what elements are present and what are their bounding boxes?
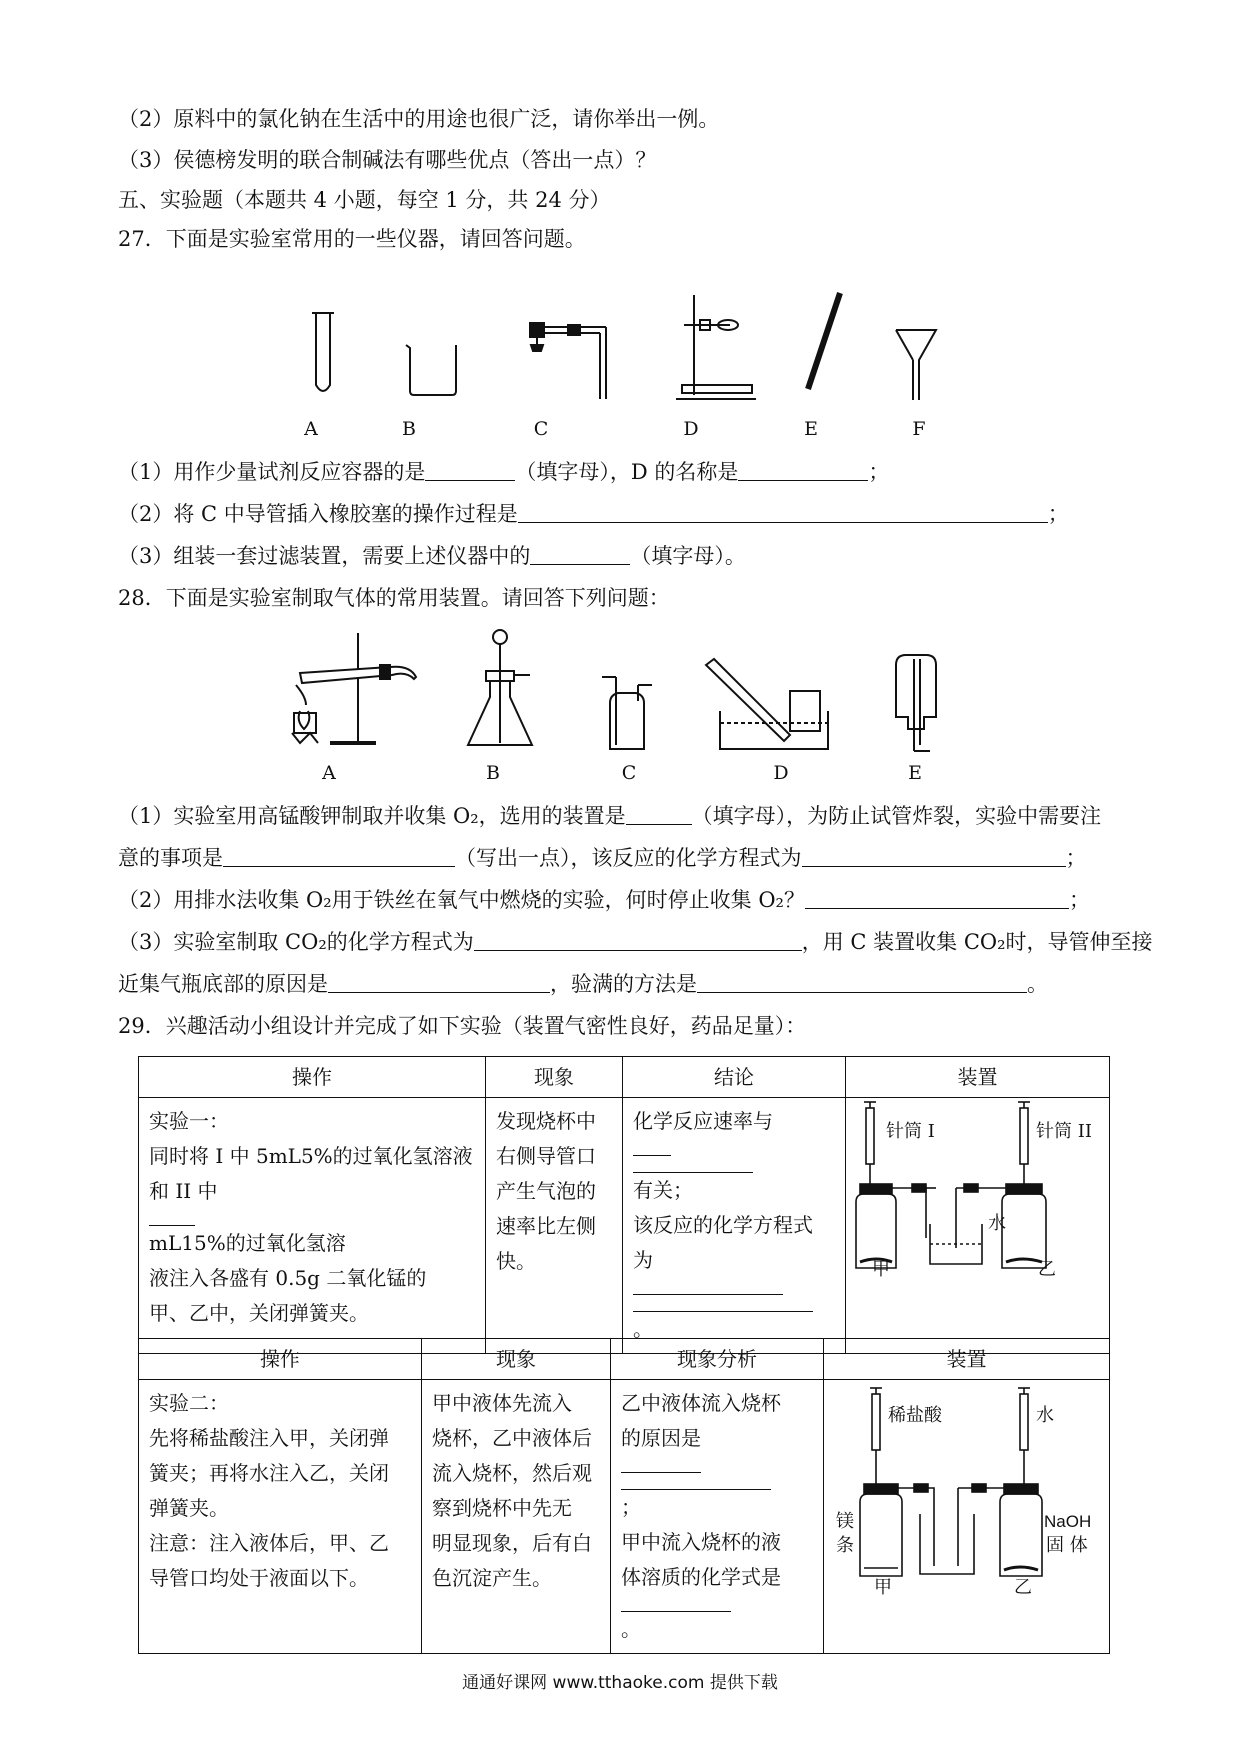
q27-part1: （1）用作少量试剂反应容器的是 （填字母），D 的名称是 ； bbox=[118, 460, 890, 484]
apparatus-28-figure bbox=[0, 625, 1240, 755]
label-e: E bbox=[908, 762, 922, 784]
operation-cell: 实验一： 同时将 I 中 5mL5%的过氧化氢溶液 和 II 中 mL15%的过氧化氢溶 液注入各盛有 0.5g 二氧化锰的 甲、乙中，关闭弹簧夹。 bbox=[139, 1098, 486, 1354]
q28-part1b: 意的事项是 （写出一点），该反应的化学方程式为 ； bbox=[118, 846, 1087, 870]
syringe-2-label: 针筒 II bbox=[1036, 1121, 1092, 1142]
answer-blank[interactable] bbox=[633, 1295, 813, 1312]
flask-jia-label: 甲 bbox=[874, 1577, 892, 1598]
answer-blank[interactable] bbox=[802, 846, 1066, 867]
answer-blank[interactable] bbox=[530, 544, 630, 565]
q28-part1a: （1）实验室用高锰酸钾制取并收集 O₂，选用的装置是 （填字母），为防止试管炸裂，实验中需要注 bbox=[118, 804, 1102, 828]
q26-part3: （3）侯德榜发明的联合制碱法有哪些优点（答出一点）？ bbox=[118, 148, 657, 172]
phenomenon-cell: 甲中液体先流入 烧杯，乙中液体后 流入烧杯，然后观 察到烧杯中先无 明显现象，后有白 色沉淀产生。 bbox=[422, 1380, 611, 1654]
answer-blank[interactable] bbox=[805, 888, 1069, 909]
answer-blank[interactable] bbox=[223, 846, 455, 867]
answer-blank[interactable] bbox=[474, 930, 802, 951]
col-header: 装置 bbox=[846, 1057, 1110, 1098]
label-a: A bbox=[322, 762, 336, 784]
experiment-2-table bbox=[138, 1338, 1110, 1654]
col-header: 结论 bbox=[623, 1057, 846, 1098]
phenomenon-cell: 发现烧杯中 右侧导管口 产生气泡的 速率比左侧 快。 bbox=[486, 1098, 623, 1354]
q27-part3: （3）组装一套过滤装置，需要上述仪器中的 （填字母）。 bbox=[118, 544, 746, 568]
answer-blank[interactable] bbox=[633, 1139, 671, 1156]
q28-stem: 28．下面是实验室制取气体的常用装置。请回答下列问题： bbox=[118, 586, 670, 610]
gas-bottle-icon bbox=[602, 677, 652, 749]
analysis-cell: 乙中液体流入烧杯 的原因是 ； 甲中流入烧杯的液 体溶质的化学式是 。 bbox=[611, 1380, 824, 1654]
q28-part2: （2）用排水法收集 O₂用于铁丝在氧气中燃烧的实验，何时停止收集 O₂？ ； bbox=[118, 888, 1090, 912]
label-c: C bbox=[621, 762, 637, 784]
flask-yi-label: 乙 bbox=[1014, 1577, 1032, 1598]
q28-part3a: （3）实验室制取 CO₂的化学方程式为 ，用 C 装置收集 CO₂时，导管伸至接 bbox=[118, 930, 1153, 954]
glass-rod-icon bbox=[808, 293, 840, 389]
answer-blank[interactable] bbox=[697, 972, 1027, 993]
answer-blank[interactable] bbox=[425, 460, 515, 481]
label-e: E bbox=[804, 418, 818, 440]
upward-collection-icon bbox=[896, 655, 936, 751]
answer-blank[interactable] bbox=[621, 1473, 771, 1490]
q27-part2: （2）将 C 中导管插入橡胶塞的操作过程是 ； bbox=[118, 502, 1069, 526]
water-label: 水 bbox=[1036, 1405, 1054, 1426]
naoh-label-1: NaOH bbox=[1044, 1512, 1092, 1531]
answer-blank[interactable] bbox=[621, 1456, 701, 1473]
experiment-1-table bbox=[138, 1056, 1110, 1354]
water-label: 水 bbox=[988, 1213, 1006, 1234]
label-d: D bbox=[683, 418, 699, 440]
q29-stem: 29．兴趣活动小组设计并完成了如下实验（装置气密性良好，药品足量）： bbox=[118, 1014, 807, 1038]
operation-cell: 实验二： 先将稀盐酸注入甲，关闭弹 簧夹；再将水注入乙，关闭 弹簧夹。 注意：注入液体后，甲、乙 导管口均处于液面以下。 bbox=[139, 1380, 422, 1654]
mg-label-1: 镁 bbox=[836, 1511, 854, 1532]
heating-apparatus-icon bbox=[292, 633, 416, 745]
label-f: F bbox=[912, 418, 926, 440]
answer-blank[interactable] bbox=[633, 1156, 753, 1173]
label-b: B bbox=[402, 418, 416, 440]
test-tube-icon bbox=[312, 313, 334, 391]
flask-jia-label: 甲 bbox=[872, 1259, 890, 1280]
instruments-27-figure bbox=[0, 275, 1240, 395]
answer-blank[interactable] bbox=[738, 460, 868, 481]
label-c: C bbox=[533, 418, 549, 440]
col-header: 现象 bbox=[422, 1339, 611, 1380]
device-cell bbox=[824, 1380, 1110, 1654]
rubber-stopper-tube-icon bbox=[530, 323, 606, 399]
beaker-icon bbox=[406, 345, 456, 395]
syringe-1-label: 针筒 I bbox=[886, 1121, 935, 1142]
col-header: 现象分析 bbox=[611, 1339, 824, 1380]
answer-blank[interactable] bbox=[633, 1278, 783, 1295]
answer-blank[interactable] bbox=[328, 972, 550, 993]
answer-blank[interactable] bbox=[149, 1209, 195, 1226]
section-5-heading: 五、实验题（本题共 4 小题，每空 1 分，共 24 分） bbox=[118, 188, 611, 212]
col-header: 操作 bbox=[139, 1057, 486, 1098]
experiment-2-apparatus-icon bbox=[824, 1380, 1106, 1602]
label-b: B bbox=[486, 762, 500, 784]
page-footer: 通通好课网 www.tthaoke.com 提供下载 bbox=[462, 1673, 778, 1693]
label-a: A bbox=[304, 418, 318, 440]
hcl-label: 稀盐酸 bbox=[888, 1405, 942, 1426]
q26-part2: （2）原料中的氯化钠在生活中的用途也很广泛，请你举出一例。 bbox=[118, 107, 720, 131]
funnel-icon bbox=[896, 330, 936, 400]
naoh-label-2: 固 体 bbox=[1046, 1535, 1088, 1556]
conical-flask-icon bbox=[468, 630, 532, 745]
col-header: 操作 bbox=[139, 1339, 422, 1380]
conclusion-cell: 化学反应速率与 有关； 该反应的化学方程式 为 。 bbox=[623, 1098, 846, 1354]
answer-blank[interactable] bbox=[626, 804, 692, 825]
flask-yi-label: 乙 bbox=[1038, 1259, 1056, 1280]
q27-stem: 27．下面是实验室常用的一些仪器，请回答问题。 bbox=[118, 227, 586, 251]
mg-label-2: 条 bbox=[836, 1535, 854, 1556]
label-d: D bbox=[773, 762, 789, 784]
answer-blank[interactable] bbox=[621, 1595, 731, 1612]
col-header: 装置 bbox=[824, 1339, 1110, 1380]
device-cell bbox=[846, 1098, 1110, 1354]
iron-stand-icon bbox=[676, 295, 756, 399]
water-trough-icon bbox=[706, 659, 828, 749]
q28-part3b: 近集气瓶底部的原因是 ，验满的方法是 。 bbox=[118, 972, 1048, 996]
col-header: 现象 bbox=[486, 1057, 623, 1098]
answer-blank[interactable] bbox=[518, 502, 1048, 523]
